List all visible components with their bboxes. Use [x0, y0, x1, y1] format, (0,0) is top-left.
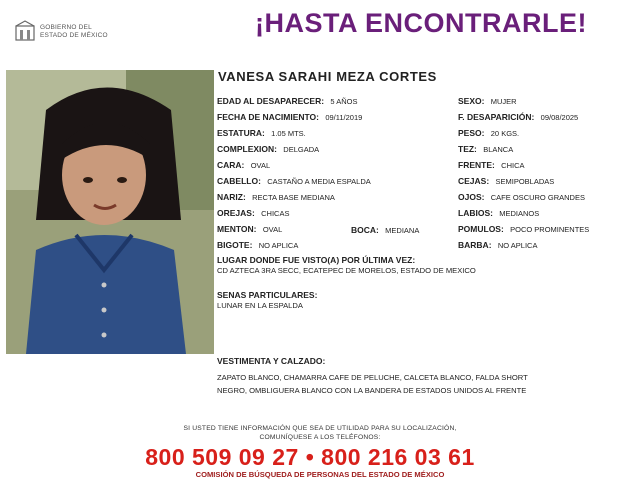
field-forehead: FRENTE: CHICA: [458, 160, 525, 170]
field-face: CARA: OVAL: [217, 160, 271, 170]
field-nose: NARIZ: RECTA BASE MEDIANA: [217, 192, 335, 202]
government-logo: [14, 18, 124, 44]
field-height: ESTATURA: 1.05 MTS.: [217, 128, 306, 138]
clothing-line-1: ZAPATO BLANCO, CHAMARRA CAFE DE PELUCHE, CALCETA BLANCO, FALDA SHORT: [217, 373, 528, 382]
clothing-label: VESTIMENTA Y CALZADO:: [217, 356, 326, 366]
logo-line-2: ESTADO DE MÉXICO: [40, 32, 108, 39]
field-ears: OREJAS: CHICAS: [217, 208, 290, 218]
field-disappearance-date: F. DESAPARICIÓN: 09/08/2025: [458, 112, 579, 122]
commission-name: COMISIÓN DE BÚSQUEDA DE PERSONAS DEL ESTADO DE MÉXICO: [195, 470, 445, 479]
last-seen-value: CD AZTECA 3RA SECC, ECATEPEC DE MORELOS, ESTADO DE MEXICO: [217, 266, 476, 275]
distinguishing-marks-value: LUNAR EN LA ESPALDA: [217, 301, 303, 310]
distinguishing-marks-label: SENAS PARTICULARES:: [217, 290, 318, 300]
state-seal-icon: [14, 20, 36, 42]
field-mouth: BOCA: MEDIANA: [351, 225, 420, 235]
field-birthdate: FECHA DE NACIMIENTO: 09/11/2019: [217, 112, 363, 122]
field-complexion: TEZ: BLANCA: [458, 144, 514, 154]
field-eyes: OJOS: CAFE OSCURO GRANDES: [458, 192, 585, 202]
field-sex: SEXO: MUJER: [458, 96, 517, 106]
field-hair: CABELLO: CASTAÑO A MEDIA ESPALDA: [217, 176, 371, 186]
phone-numbers: 800 509 09 27 • 800 216 03 61: [145, 444, 475, 470]
field-eyebrows: CEJAS: SEMIPOBLADAS: [458, 176, 555, 186]
field-chin: MENTON: OVAL: [217, 224, 283, 234]
field-mustache: BIGOTE: NO APLICA: [217, 240, 299, 250]
last-seen-label: LUGAR DONDE FUE VISTO(A) POR ÚLTIMA VEZ:: [217, 255, 416, 265]
field-lips: LABIOS: MEDIANOS: [458, 208, 540, 218]
field-beard: BARBA: NO APLICA: [458, 240, 538, 250]
info-line-1: SI USTED TIENE INFORMACIÓN QUE SEA DE UTILIDAD PARA SU LOCALIZACIÓN,: [183, 425, 457, 432]
headline: ¡HASTA ENCONTRARLE!: [255, 8, 587, 38]
missing-person-photo: [6, 70, 214, 354]
field-build: COMPLEXION: DELGADA: [217, 144, 320, 154]
field-cheekbones: POMULOS: POCO PROMINENTES: [458, 224, 590, 234]
logo-line-1: GOBIERNO DEL: [40, 24, 92, 31]
field-weight: PESO: 20 KGS.: [458, 128, 520, 138]
clothing-line-2: NEGRO, OMBLIGUERA BLANCO CON LA BANDERA DE ESTADOS UNIDOS AL FRENTE: [217, 386, 527, 395]
field-age: EDAD AL DESAPARECER: 5 AÑOS: [217, 96, 358, 106]
person-name: VANESA SARAHI MEZA CORTES: [218, 69, 437, 84]
info-line-2: COMUNÍQUESE A LOS TELÉFONOS:: [259, 434, 381, 441]
